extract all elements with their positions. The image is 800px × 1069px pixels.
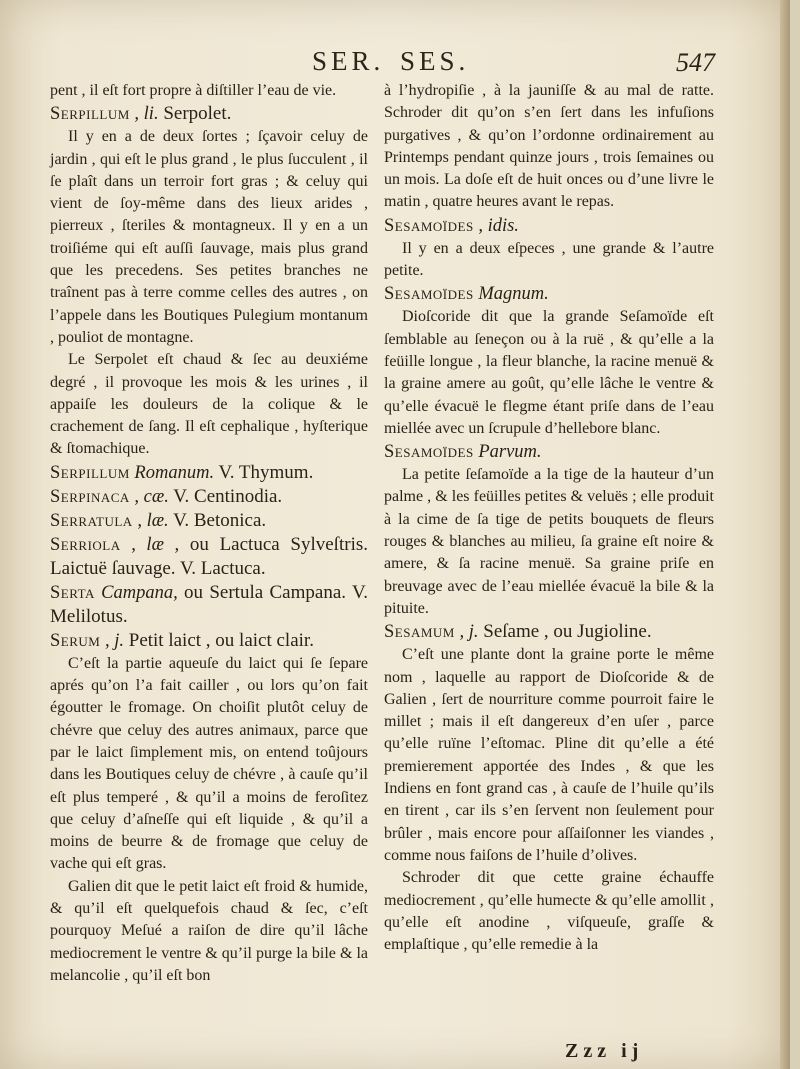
headword-term: Serpillum [50,104,130,125]
headword-grammar: , j. [454,622,479,643]
entry-headword [50,509,368,533]
headword-grammar: , li. [129,104,159,125]
entry-headword [50,629,368,653]
paragraph: Dioſcoride dit que la grande Seſamoïde eſt ſemblable au ſeneçon ou à la ruë , & qu’elle a la feüille longue , la fleur blanche, la racine menuë & la graine amere au goût, qu’elle lâche le ventre & qu’elle évacuë le flegme étant priſe dans de l’eau miellée avec un ſcrupule d’hellebore blanc. [384,308,714,437]
headword-gloss: Petit laict , ou laict clair. [124,629,314,651]
headword-gloss: ou Lactuca Sylveſtris. Laictuë ſauvage. V. Lactuca. [50,533,368,579]
entry-headword [50,485,368,509]
entry-headword [384,282,714,306]
paragraph: à l’hydropiſie , à la jauniſſe & au mal de ratte. Schroder dit qu’on s’en ſert dans les infuſions purgatives , & qu’on l’ordonne ordinairement au Printemps pendant quinze jours , trois ſemaines ou un mois. La doſe eſt de huit onces ou d’une livre le matin , quatre heures avant le repas. [384,82,714,211]
paragraph: Le Serpolet eſt chaud & ſec au deuxiéme degré , il provoque les mois & les urines , il appaiſe les douleurs de la colique & le crachement de ſang. Il eſt cephalique , hyſterique & ſtomachique. [50,351,368,458]
paragraph: Schroder dit que cette graine échauffe mediocrement , qu’elle humecte & qu’elle amollit , qu’elle eſt anodine , viſqueuſe, graſſe & emplaſtique , qu’elle remedie à la [384,869,714,954]
right-column [384,80,714,956]
left-column [50,80,368,987]
paragraph: La petite ſeſamoïde a la tige de la hauteur d’un palme , & les feüilles petites & veluës ; elle produit à la cime de ſa tige de petits bouquets de fleurs rouges & blanches au milieu, ſa graine eſt noire & amere, & ſa racine menuë. Sa graine priſe en breuvage avec de l’eau miellée évacuë la bile & la pituite. [384,466,714,617]
headword-gloss: V. Centinodia. [168,485,283,507]
headword-term: Sesamoïdes [384,442,474,463]
headword-grammar: , j. [100,630,124,651]
headword-gloss: Serpolet. [158,103,232,125]
headword-grammar: , læ , [120,534,180,555]
entry-headword [384,620,714,644]
headword-grammar: Parvum. [473,442,542,463]
headword-grammar: Campana, [94,582,178,603]
entry-headword [384,440,714,464]
headword-term: Serpillum [50,462,130,483]
headword-gloss: V. Thymum. [214,461,314,483]
headword-grammar: Romanum. [129,462,215,483]
headword-grammar: , cæ. [129,486,169,507]
entry-headword [384,214,714,238]
headword-term: Serta [50,582,95,603]
headword-gloss: ou Sertula Campana. V. Melilotus. [50,581,369,627]
paragraph: Il y en a deux eſpeces , une grande & l’autre petite. [384,239,714,280]
entry-headword [50,533,368,581]
headword-grammar: Magnum. [473,284,549,305]
headword-grammar: , idis. [473,215,519,236]
signature-mark: Zzz ij [565,1040,644,1062]
paragraph: pent , il eſt fort propre à diſtiller l’eau de vie. [50,82,337,99]
paragraph: C’eſt une plante dont la graine porte le même nom , laquelle au rapport de Dioſcoride & de Galien , ſert de nourriture comme pourroit faire le millet ; mais il eſt dangereux d’en uſer , parce qu’elle ruïne l’eſtomac. Pline dit qu’elle a été premierement apportée des Indes , & que les Indiens en font grand cas , à cauſe de l’huile qu’ils en tirent , car ils s’en ſervent non ſeulement pour brûler , mais encore pour aſſaiſonner les viandes , comme nous faiſons de l’huile d’olives. [384,646,714,864]
paragraph: Il y en a de deux ſortes ; ſçavoir celuy de jardin , qui eſt le plus grand , le plus ſucculent , il ſe plaît dans un terroir fort gras ; & celuy qui vient de ſoy-même dans des lieux arides , pierreux , ſteriles & montagneux. Il y en a un troiſiéme qui eſt auſſi ſauvage, mais plus grand que les precedens. Ses petites branches ne traînent pas à terre comme celles des autres , on l’appele dans les Boutiques Pulegium montanum , pouliot de montagne. [50,128,368,346]
headword-gloss: V. Betonica. [168,509,267,531]
paragraph: Galien dit que le petit laict eſt froid & humide, & qu’il eſt quelquefois chaud & ſec, c’eſt pourquoy Meſué a raiſon de dire qu’il lâche mediocrement le ventre & qu’il purge la bile & la melancolie , qu’il eſt bon [50,877,368,984]
headword-term: Sesamoïdes [384,284,474,305]
headword-term: Serpinaca [50,486,130,507]
headword-grammar: , læ. [132,510,169,531]
headword-term: Sesamoïdes [384,215,474,236]
page-number: 547 [676,48,715,77]
entry-headword [50,581,368,629]
headword-gloss: Seſame , ou Jugioline. [478,621,652,643]
paragraph: C’eſt la partie aqueuſe du laict qui ſe ſepare aprés qu’on l’a fait cailler , ou lors qu’on fait égoutter le fromage. On choiſit plutôt celuy de chévre que celuy des autres animaux, parce que par le laict ſimplement mis, on entend toûjours dans les Boutiques celuy de chévre , à cauſe qu’il eſt plus temperé , & qu’il a moins de feroſitez que celuy d’aſneſſe qui eſt liquide , & qu’il a moins de beurre & de fromage que celuy de vache qui eſt gras. [50,654,368,873]
page-edge [780,0,790,1069]
entry-headword [50,102,368,126]
headword-term: Serum [50,630,101,651]
running-head-left: SER. [312,46,385,76]
running-head-right: SES. [400,46,470,76]
headword-term: Sesamum [384,622,455,643]
headword-term: Serratula [50,510,133,531]
entry-headword [50,461,368,485]
headword-term: Serriola [50,534,121,555]
